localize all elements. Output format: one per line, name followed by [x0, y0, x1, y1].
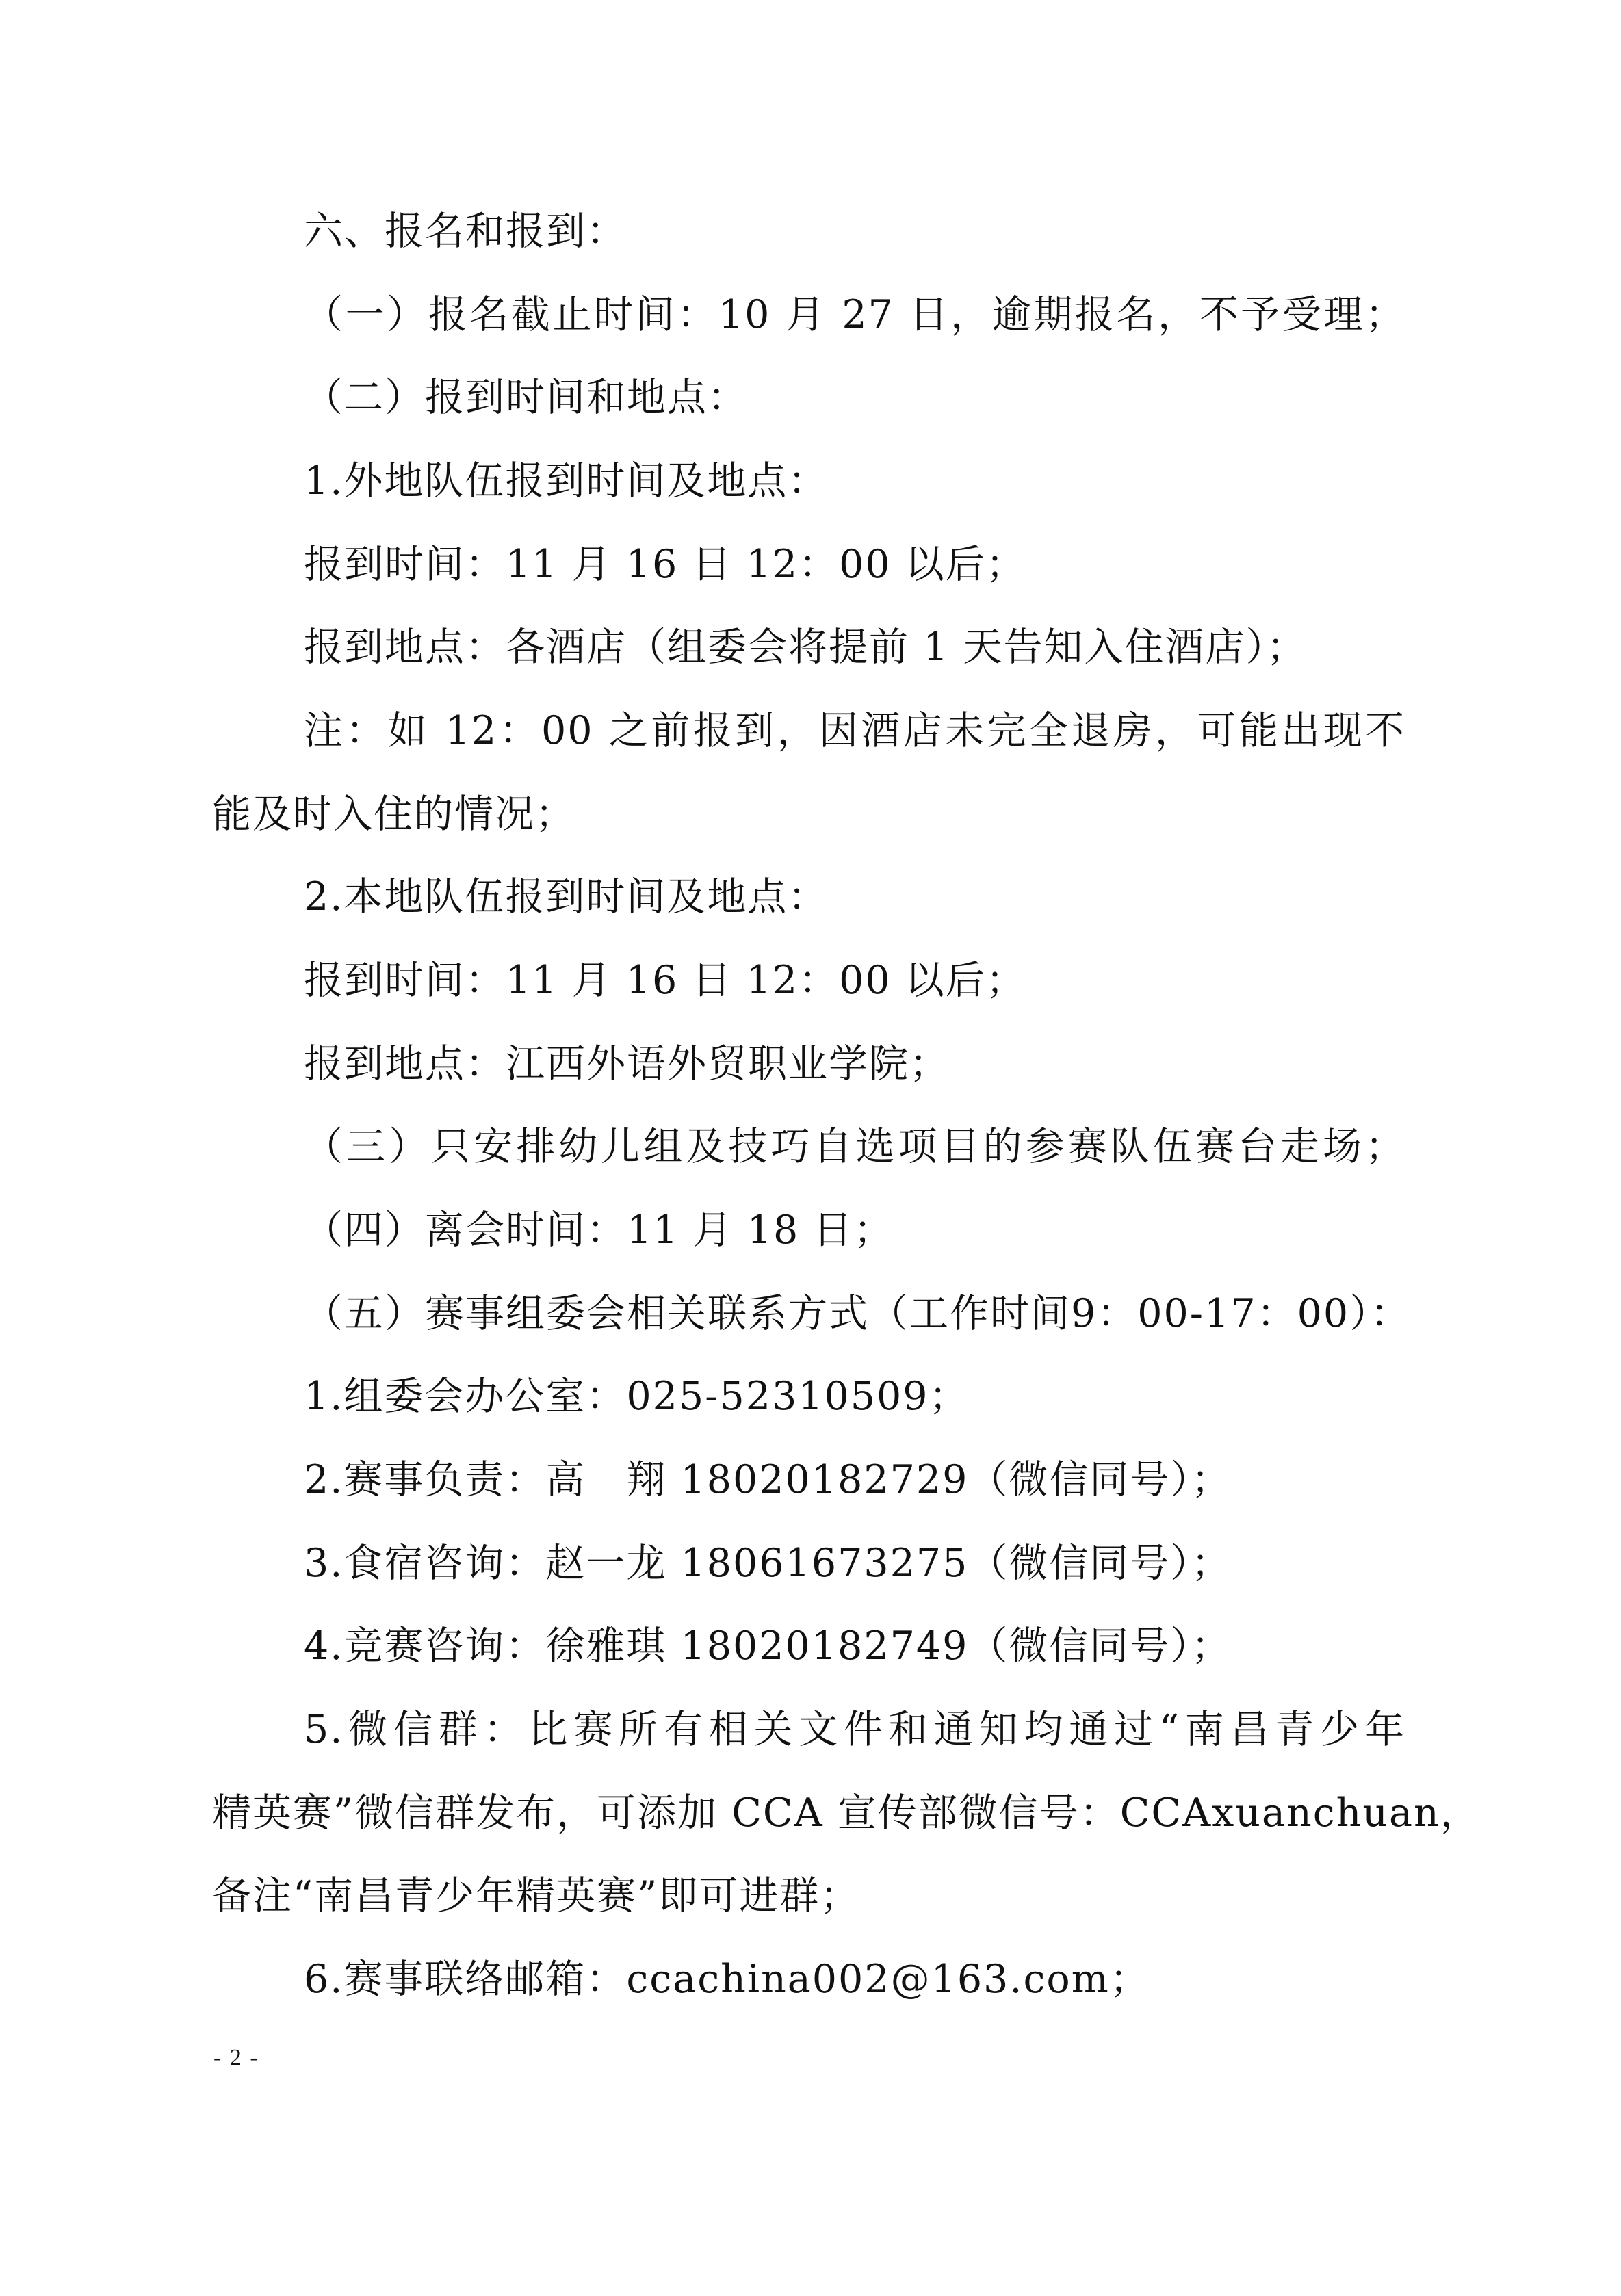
- wechat-group-line-2: 精英赛”微信群发布，可添加 CCA 宣传部微信号：CCAxuanchuan，: [212, 1790, 1481, 1836]
- office-contact: 1.组委会办公室：025-52310509；: [304, 1374, 970, 1419]
- early-checkin-note-line-2: 能及时入住的情况；: [212, 792, 575, 837]
- out-of-town-checkin-location: 报到地点：各酒店（组委会将提前 1 天告知入住酒店）；: [304, 625, 1308, 670]
- competition-contact: 4.竞赛咨询：徐雅琪 18020182749（微信同号）；: [304, 1623, 1232, 1669]
- local-checkin-time: 报到时间：11 月 16 日 12：00 以后；: [304, 958, 1026, 1003]
- early-checkin-note-line-1: 注：如 12：00 之前报到，因酒店未完全退房，可能出现不: [304, 708, 1405, 753]
- event-email: 6.赛事联络邮箱：ccachina002@163.com；: [304, 1957, 1150, 2002]
- out-of-town-checkin-time: 报到时间：11 月 16 日 12：00 以后；: [304, 542, 1026, 587]
- departure-time: （四）离会时间：11 月 18 日；: [304, 1208, 894, 1253]
- section-heading-registration: 六、报名和报到：: [304, 209, 627, 254]
- wechat-group-line-3: 备注“南昌青少年精英赛”即可进群；: [212, 1873, 861, 1918]
- page-number: - 2 -: [213, 2045, 259, 2070]
- local-checkin-location: 报到地点：江西外语外贸职业学院；: [304, 1041, 950, 1086]
- wechat-group-line-1: 5.微信群：比赛所有相关文件和通知均通过“南昌青少年: [304, 1707, 1405, 1752]
- event-manager-contact: 2.赛事负责：高 翔 18020182729（微信同号）；: [304, 1457, 1232, 1502]
- contact-heading: （五）赛事组委会相关联系方式（工作时间9：00-17：00）：: [304, 1291, 1411, 1336]
- checkin-time-location-heading: （二）报到时间和地点：: [304, 375, 748, 420]
- local-team-heading: 2.本地队伍报到时间及地点：: [304, 874, 829, 919]
- stage-walkthrough-note: （三）只安排幼儿组及技巧自选项目的参赛队伍赛台走场；: [304, 1124, 1405, 1169]
- out-of-town-team-heading: 1.外地队伍报到时间及地点：: [304, 458, 829, 504]
- registration-deadline: （一）报名截止时间：10 月 27 日，逾期报名，不予受理；: [304, 292, 1405, 337]
- accommodation-contact: 3.食宿咨询：赵一龙 18061673275（微信同号）；: [304, 1541, 1232, 1586]
